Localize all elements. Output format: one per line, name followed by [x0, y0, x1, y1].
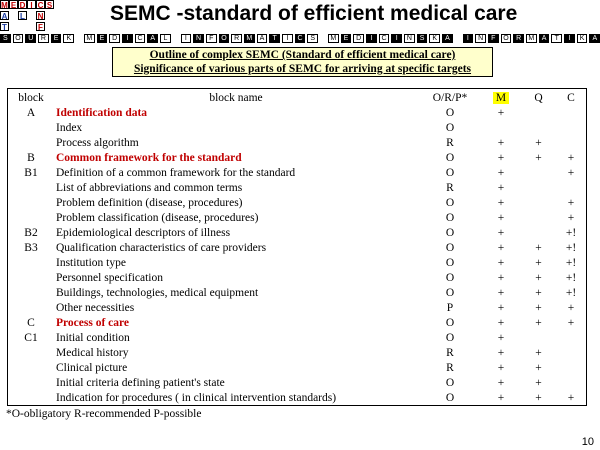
q-cell: +: [535, 272, 542, 284]
letter-bar-cell: A: [539, 34, 550, 43]
c-cell: +: [567, 197, 575, 209]
block-cell: [11, 256, 51, 271]
block-cell: B3: [24, 242, 38, 254]
letter-bar-cell: M: [84, 34, 95, 43]
letter-bar-cell: R: [38, 34, 49, 43]
page-title: SEMC -standard of efficient medical care: [110, 2, 518, 25]
block-cell: B1: [24, 167, 38, 179]
m-cell: +: [497, 317, 505, 329]
letter-bar-cell: C: [295, 34, 306, 43]
orp-cell: P: [446, 302, 454, 314]
m-cell: +: [497, 242, 505, 254]
block-name-cell: Initial condition: [56, 332, 130, 344]
q-cell: [526, 226, 551, 241]
block-cell: [11, 196, 51, 211]
c-cell: +: [567, 317, 575, 329]
letter-bar-cell: M: [328, 34, 339, 43]
letter-bar-cell: I: [181, 34, 192, 43]
block-cell: C1: [24, 332, 38, 344]
c-cell: [556, 181, 586, 196]
q-cell: +: [535, 137, 542, 149]
letter-bar-cell: M: [244, 34, 255, 43]
logo-letter: F: [36, 22, 45, 31]
block-name-cell: Definition of a common framework for the standard: [56, 167, 296, 179]
letter-bar-cell: S: [417, 34, 428, 43]
block-cell: [11, 181, 51, 196]
significance-heading: Significance of various parts of SEMC for arriving at specific targets: [133, 63, 472, 75]
letter-bar-cell: T: [269, 34, 280, 43]
block-cell: [11, 286, 51, 301]
letter-bar-cell: [76, 34, 82, 43]
block-name-cell: Other necessities: [56, 302, 135, 314]
page-number: 10: [581, 436, 594, 448]
letter-bar-cell: N: [404, 34, 415, 43]
logo-letter: I: [27, 0, 36, 9]
semc-table: [7, 88, 587, 406]
letter-bar-cell: R: [231, 34, 242, 43]
letter-bar-cell: K: [577, 34, 588, 43]
letter-bar-cell: [455, 34, 461, 43]
m-cell: +: [497, 332, 505, 344]
c-cell: [556, 121, 586, 136]
q-column: [526, 91, 551, 406]
block-name-cell: Clinical picture: [56, 362, 128, 374]
orp-cell: O: [445, 287, 455, 299]
letter-bar-cell: I: [463, 34, 474, 43]
q-cell: +: [535, 347, 542, 359]
letter-bar-cell: S: [0, 34, 11, 43]
orp-cell: O: [445, 257, 455, 269]
block-name-cell: Index: [56, 122, 83, 134]
c-cell: +: [567, 392, 575, 404]
block-cell: [11, 346, 51, 361]
q-cell: +: [535, 287, 542, 299]
orp-cell: O: [445, 212, 455, 224]
letter-bar-cell: M: [526, 34, 537, 43]
c-cell: +!: [565, 287, 577, 299]
orp-column-header: O/R/P*: [432, 92, 468, 104]
q-cell: +: [535, 257, 542, 269]
orp-cell: R: [446, 182, 454, 194]
block-cell: [11, 271, 51, 286]
m-cell: +: [497, 287, 505, 299]
q-column-header: Q: [534, 92, 543, 104]
letter-bar-cell: T: [551, 34, 562, 43]
letter-bar-cell: I: [366, 34, 377, 43]
block-cell: [11, 136, 51, 151]
footnote: *O-obligatory R-recommended P-possible: [6, 408, 202, 420]
logo-letter: N: [37, 12, 44, 21]
orp-cell: O: [445, 332, 455, 344]
block-name-cell: Institution type: [56, 257, 126, 269]
logo-letter: M: [1, 1, 8, 10]
letter-bar-cell: E: [97, 34, 108, 43]
letter-bar-cell: O: [501, 34, 512, 43]
c-cell: +!: [565, 227, 577, 239]
letter-bar-cell: A: [442, 34, 453, 43]
c-cell: [556, 361, 586, 376]
c-cell: +!: [565, 242, 577, 254]
block-name-cell: Personnel specification: [56, 272, 163, 284]
orp-cell: R: [446, 362, 454, 374]
letter-bar-cell: I: [122, 34, 133, 43]
q-cell: +: [535, 152, 542, 164]
orp-cell: O: [445, 107, 455, 119]
letter-bar-cell: F: [206, 34, 217, 43]
c-cell: +!: [565, 272, 577, 284]
q-cell: [526, 181, 551, 196]
letter-bar: [0, 33, 600, 43]
m-cell: +: [497, 197, 505, 209]
letter-bar-cell: D: [109, 34, 120, 43]
letter-bar-cell: S: [307, 34, 318, 43]
orp-cell: R: [446, 137, 454, 149]
q-cell: +: [535, 392, 542, 404]
block-name-cell: Qualification characteristics of care providers: [56, 242, 267, 254]
letter-bar-cell: U: [25, 34, 36, 43]
block-name-cell: Initial criteria defining patient's state: [56, 377, 225, 389]
block-name-cell: Identification data: [56, 107, 148, 119]
block-name-cell: Medical history: [56, 347, 129, 359]
c-column: [556, 91, 586, 406]
block-cell: [11, 121, 51, 136]
letter-bar-cell: [173, 34, 179, 43]
block-name-cell: Process of care: [56, 317, 130, 329]
m-cell: +: [497, 272, 505, 284]
letter-bar-cell: L: [160, 34, 171, 43]
m-cell: +: [497, 212, 505, 224]
letter-bar-cell: A: [257, 34, 268, 43]
letter-bar-cell: A: [147, 34, 158, 43]
m-cell: +: [497, 167, 505, 179]
orp-cell: O: [445, 167, 455, 179]
block-cell: [11, 301, 51, 316]
logo-letter: A: [1, 12, 8, 21]
c-cell: +: [567, 152, 575, 164]
block-column-header: block: [18, 92, 44, 104]
letter-bar-cell: O: [13, 34, 24, 43]
orp-cell: O: [445, 317, 455, 329]
orp-cell: O: [445, 392, 455, 404]
block-cell: [11, 391, 51, 406]
orp-column: [420, 91, 480, 406]
block-name-cell: Indication for procedures ( in clinical intervention standards): [56, 392, 337, 404]
q-cell: [526, 211, 551, 226]
letter-bar-cell: F: [488, 34, 499, 43]
m-column-header: [486, 91, 516, 106]
block-cell: [11, 376, 51, 391]
c-cell: +!: [565, 257, 577, 269]
q-cell: +: [535, 362, 542, 374]
letter-bar-cell: R: [513, 34, 524, 43]
letter-bar-cell: I: [282, 34, 293, 43]
c-cell: +: [567, 212, 575, 224]
logo-letter: S: [46, 1, 53, 10]
q-cell: [526, 166, 551, 181]
letter-bar-cell: D: [353, 34, 364, 43]
outline-header-box: [112, 47, 493, 77]
block-cell: B: [27, 152, 35, 164]
logo-letter: T: [0, 22, 9, 31]
q-cell: +: [535, 302, 542, 314]
block-name-cell: Common framework for the standard: [56, 152, 242, 164]
orp-cell: O: [445, 152, 455, 164]
m-cell: +: [497, 302, 505, 314]
orp-cell: O: [445, 272, 455, 284]
block-cell: A: [26, 107, 36, 119]
m-cell: +: [497, 152, 505, 164]
c-cell: [556, 136, 586, 151]
letter-bar-cell: O: [219, 34, 230, 43]
orp-cell: O: [445, 242, 455, 254]
logo-letter: E: [10, 1, 17, 10]
c-cell: [556, 331, 586, 346]
c-cell: [556, 376, 586, 391]
c-cell: [556, 346, 586, 361]
outline-heading: Outline of complex SEMC (Standard of efficient medical care): [149, 49, 456, 61]
letter-bar-cell: N: [193, 34, 204, 43]
logo-letter: C: [37, 1, 44, 10]
q-cell: [526, 196, 551, 211]
letter-bar-cell: I: [391, 34, 402, 43]
logo-letter: D: [19, 1, 26, 10]
block-name-cell: Problem classification (disease, procedures): [56, 212, 259, 224]
letter-bar-cell: K: [63, 34, 74, 43]
c-column-header: C: [567, 92, 575, 104]
block-name-cell: Process algorithm: [56, 137, 139, 149]
q-cell: +: [535, 377, 542, 389]
m-header-label: M: [493, 92, 509, 104]
q-cell: +: [535, 242, 542, 254]
block-name-cell: List of abbreviations and common terms: [56, 182, 243, 194]
block-cell: B2: [24, 227, 38, 239]
letter-bar-cell: N: [475, 34, 486, 43]
block-name-column: [56, 91, 416, 406]
block-name-cell: Epidemiological descriptors of illness: [56, 227, 231, 239]
m-cell: +: [497, 107, 505, 119]
c-cell: +: [567, 167, 575, 179]
q-cell: [526, 106, 551, 121]
c-cell: [556, 106, 586, 121]
orp-cell: O: [445, 377, 455, 389]
block-name-cell: Buildings, technologies, medical equipment: [56, 287, 259, 299]
m-cell: +: [497, 137, 505, 149]
letter-bar-cell: C: [135, 34, 146, 43]
letter-bar-cell: I: [564, 34, 575, 43]
m-cell: +: [497, 347, 505, 359]
m-cell: +: [497, 392, 505, 404]
letter-bar-cell: K: [429, 34, 440, 43]
block-name-column-header: block name: [209, 92, 263, 104]
block-cell: [11, 361, 51, 376]
orp-cell: O: [445, 122, 455, 134]
q-cell: [526, 331, 551, 346]
m-column: [486, 91, 516, 406]
orp-cell: O: [445, 197, 455, 209]
logo-letter: L: [18, 11, 27, 20]
block-column: [11, 91, 51, 406]
letter-bar-cell: [320, 34, 326, 43]
block-name-cell: Problem definition (disease, procedures): [56, 197, 243, 209]
m-cell: +: [497, 257, 505, 269]
m-cell: [486, 121, 516, 136]
block-cell: C: [27, 317, 35, 329]
q-cell: +: [535, 317, 542, 329]
letter-bar-cell: C: [379, 34, 390, 43]
orp-cell: O: [445, 227, 455, 239]
block-cell: [11, 211, 51, 226]
m-cell: +: [497, 227, 505, 239]
c-cell: +: [567, 302, 575, 314]
letter-bar-cell: E: [51, 34, 62, 43]
q-cell: [526, 121, 551, 136]
m-cell: +: [497, 362, 505, 374]
orp-cell: R: [446, 347, 454, 359]
m-cell: +: [497, 377, 505, 389]
letter-bar-cell: A: [589, 34, 600, 43]
letter-bar-cell: E: [341, 34, 352, 43]
m-cell: +: [497, 182, 505, 194]
